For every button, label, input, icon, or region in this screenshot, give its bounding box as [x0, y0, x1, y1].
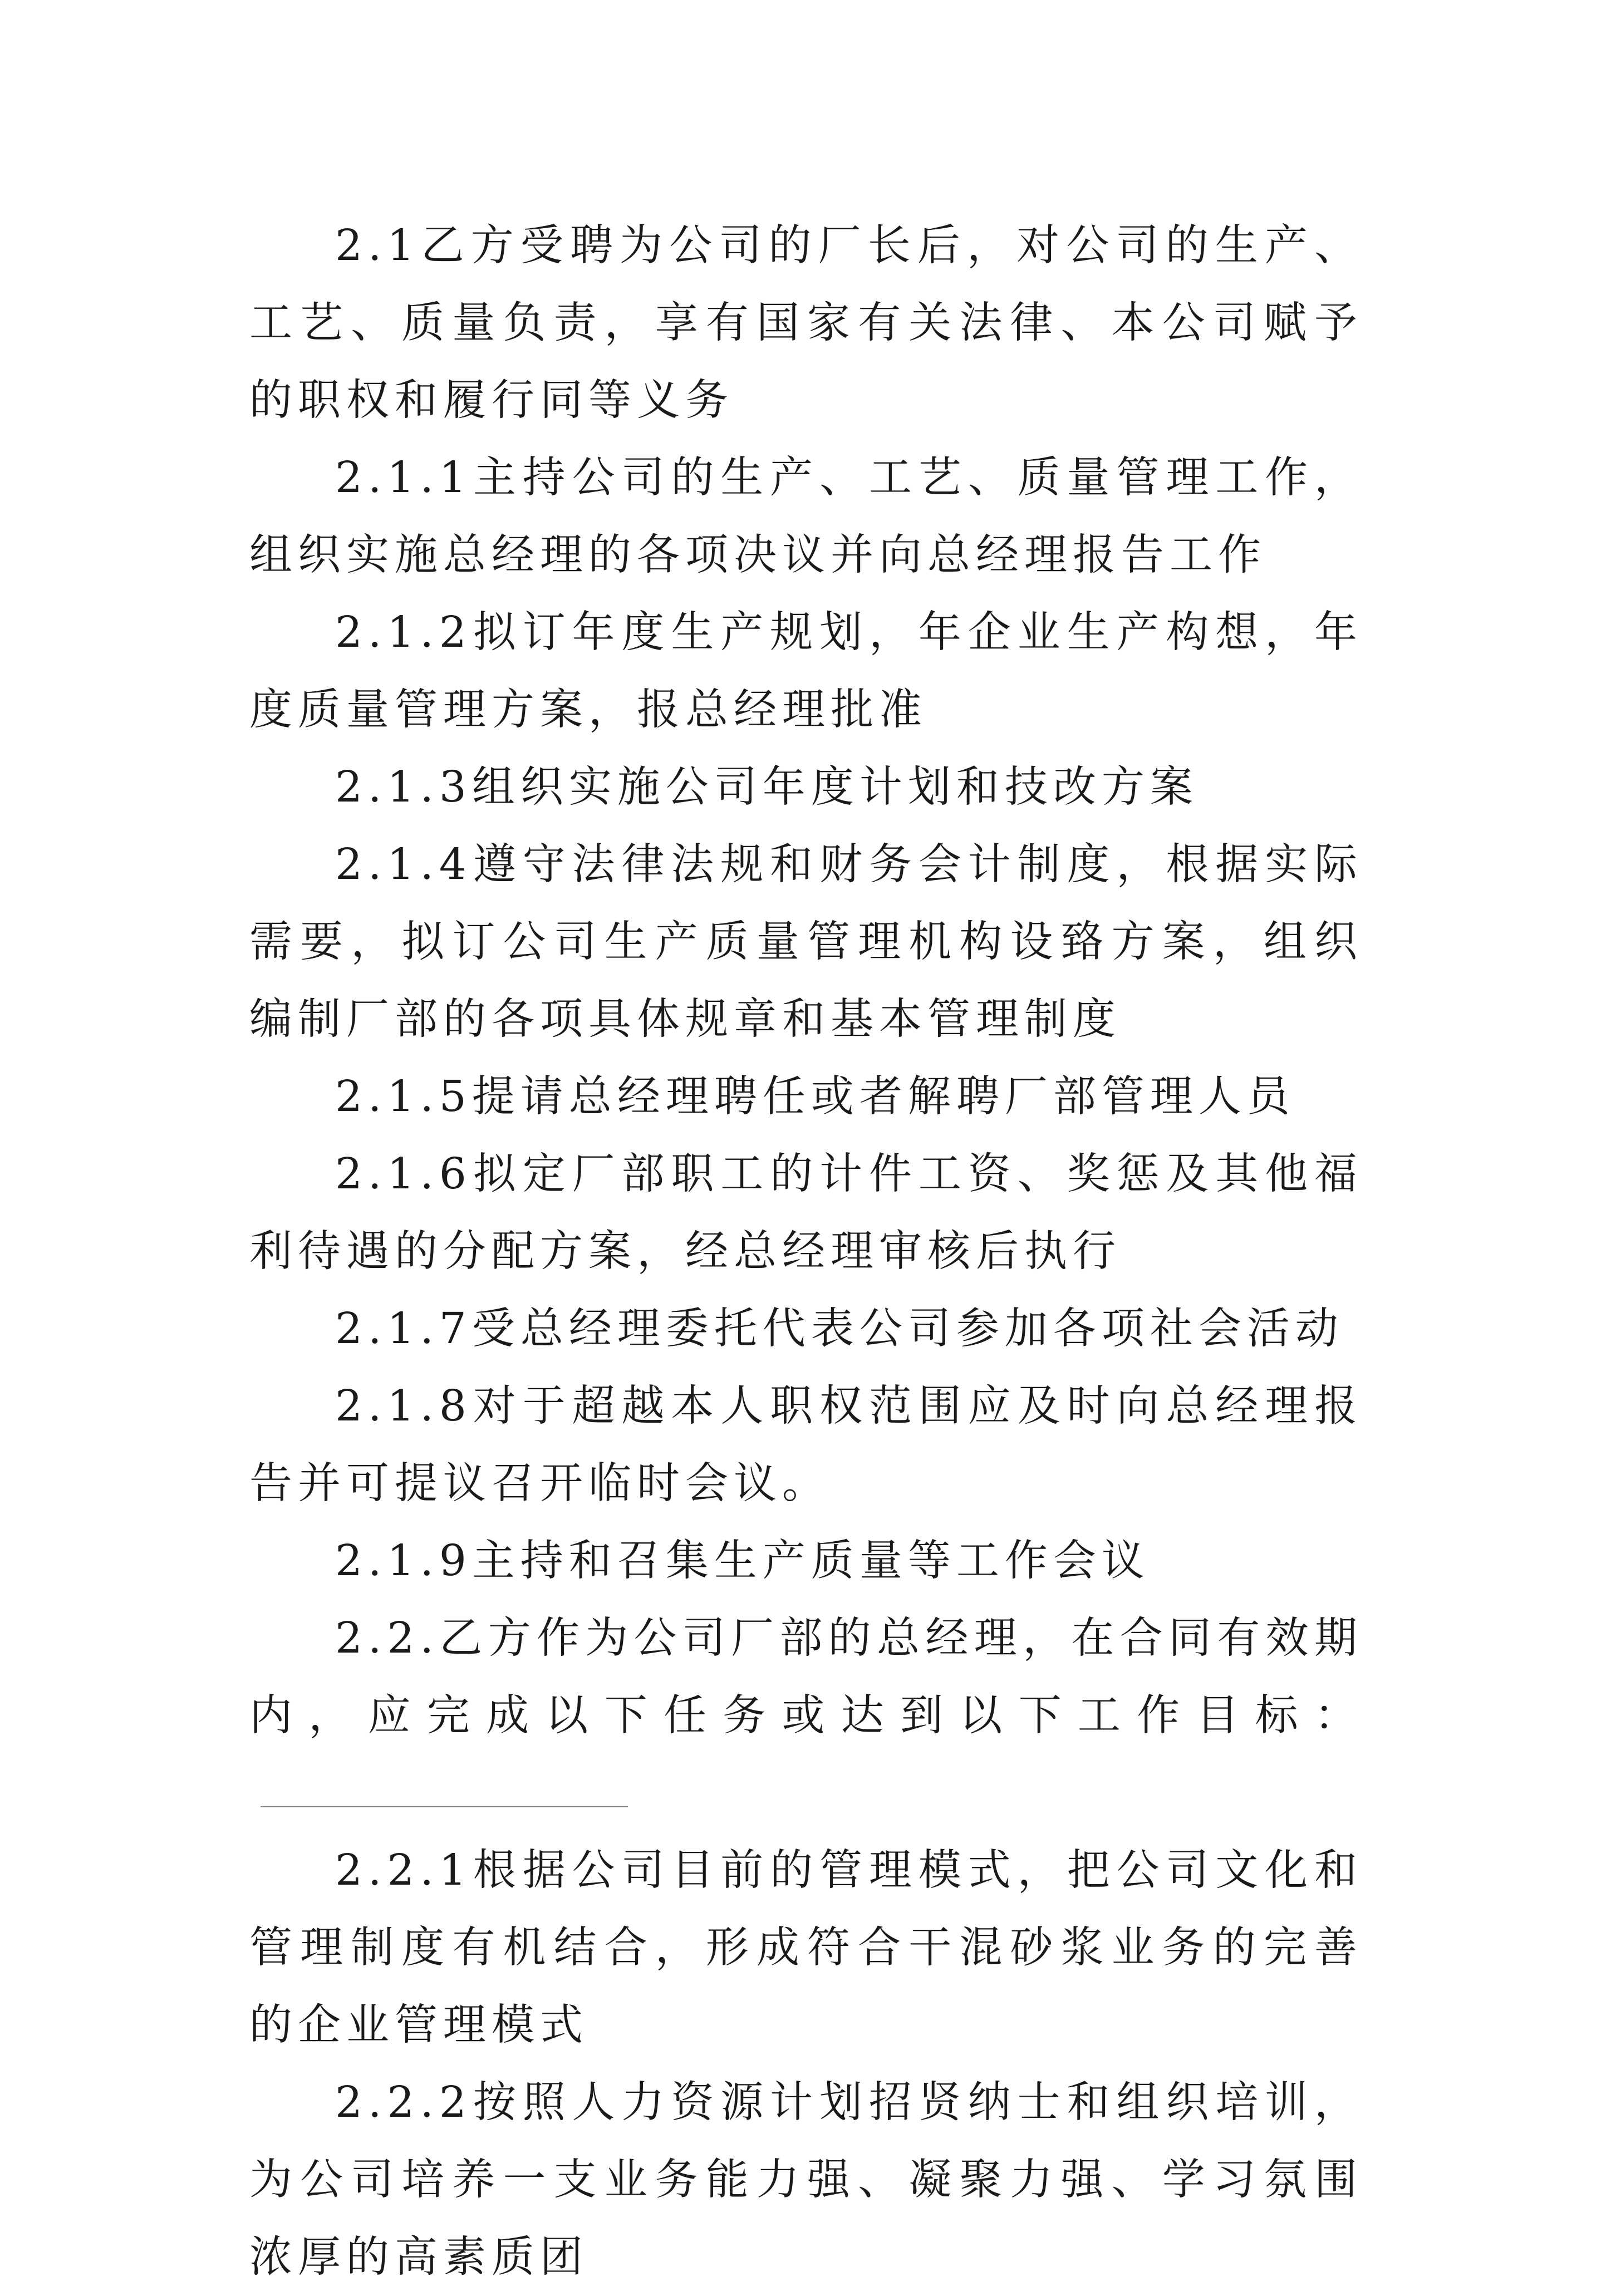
- clause-text: 2.1乙方受聘为公司的厂长后，对公司的生产、工艺、质量负责，享有国家有关法律、本公司赋予的职权和履行同等义务: [249, 221, 1363, 425]
- clause-text: 2.1.6拟定厂部职工的计件工资、奖惩及其他福利待遇的分配方案，经总经理审核后执行: [249, 1149, 1363, 1276]
- clause-2-2-2: [249, 2064, 1363, 2296]
- clause-text: 2.2.乙方作为公司厂部的总经理，在合同有效期内，应完成以下任务或达到以下工作目标：: [249, 1614, 1363, 1741]
- clause-text: 2.1.1主持公司的生产、工艺、质量管理工作，组织实施总经理的各项决议并向总经理报告工作: [249, 453, 1363, 580]
- clause-2-1-2: [249, 594, 1363, 749]
- clause-text: 2.1.2拟订年度生产规划，年企业生产构想，年度质量管理方案，报总经理批准: [249, 608, 1363, 735]
- clause-2-2: [249, 1600, 1363, 1832]
- clause-2-1-9: [249, 1522, 1363, 1600]
- clause-2-1-8: [249, 1368, 1363, 1522]
- clause-text: 2.1.4遵守法律法规和财务会计制度，根据实际需要，拟订公司生产质量管理机构设臵方案，组织编制厂部的各项具体规章和基本管理制度: [249, 840, 1363, 1044]
- clause-2-1-5: [249, 1058, 1363, 1135]
- clause-text: 2.1.3组织实施公司年度计划和技改方案: [335, 763, 1199, 812]
- clause-text: 2.1.8对于超越本人职权范围应及时向总经理报告并可提议召开临时会议。: [249, 1381, 1363, 1508]
- clause-2-1-3: [249, 749, 1363, 826]
- clause-2-1-6: [249, 1135, 1363, 1290]
- clause-text: 2.1.7受总经理委托代表公司参加各项社会活动: [335, 1304, 1344, 1354]
- clause-text: 2.2.1根据公司目前的管理模式，把公司文化和管理制度有机结合，形成符合干混砂浆业务的完善的企业管理模式: [249, 1846, 1363, 2050]
- clause-text: 2.1.5提请总经理聘任或者解聘厂部管理人员: [335, 1072, 1295, 1122]
- clause-text: 2.1.9主持和召集生产质量等工作会议: [335, 1536, 1150, 1586]
- clause-2-1: [249, 207, 1363, 439]
- clause-2-1-1: [249, 439, 1363, 594]
- fill-in-blank-line: [261, 1805, 628, 1807]
- clause-2-1-7: [249, 1290, 1363, 1368]
- document-body: [249, 207, 1363, 2296]
- clause-2-1-4: [249, 826, 1363, 1058]
- clause-text: 2.2.2按照人力资源计划招贤纳士和组织培训，为公司培养一支业务能力强、凝聚力强、学习氛围浓厚的高素质团: [249, 2078, 1363, 2282]
- clause-2-2-1: [249, 1832, 1363, 2064]
